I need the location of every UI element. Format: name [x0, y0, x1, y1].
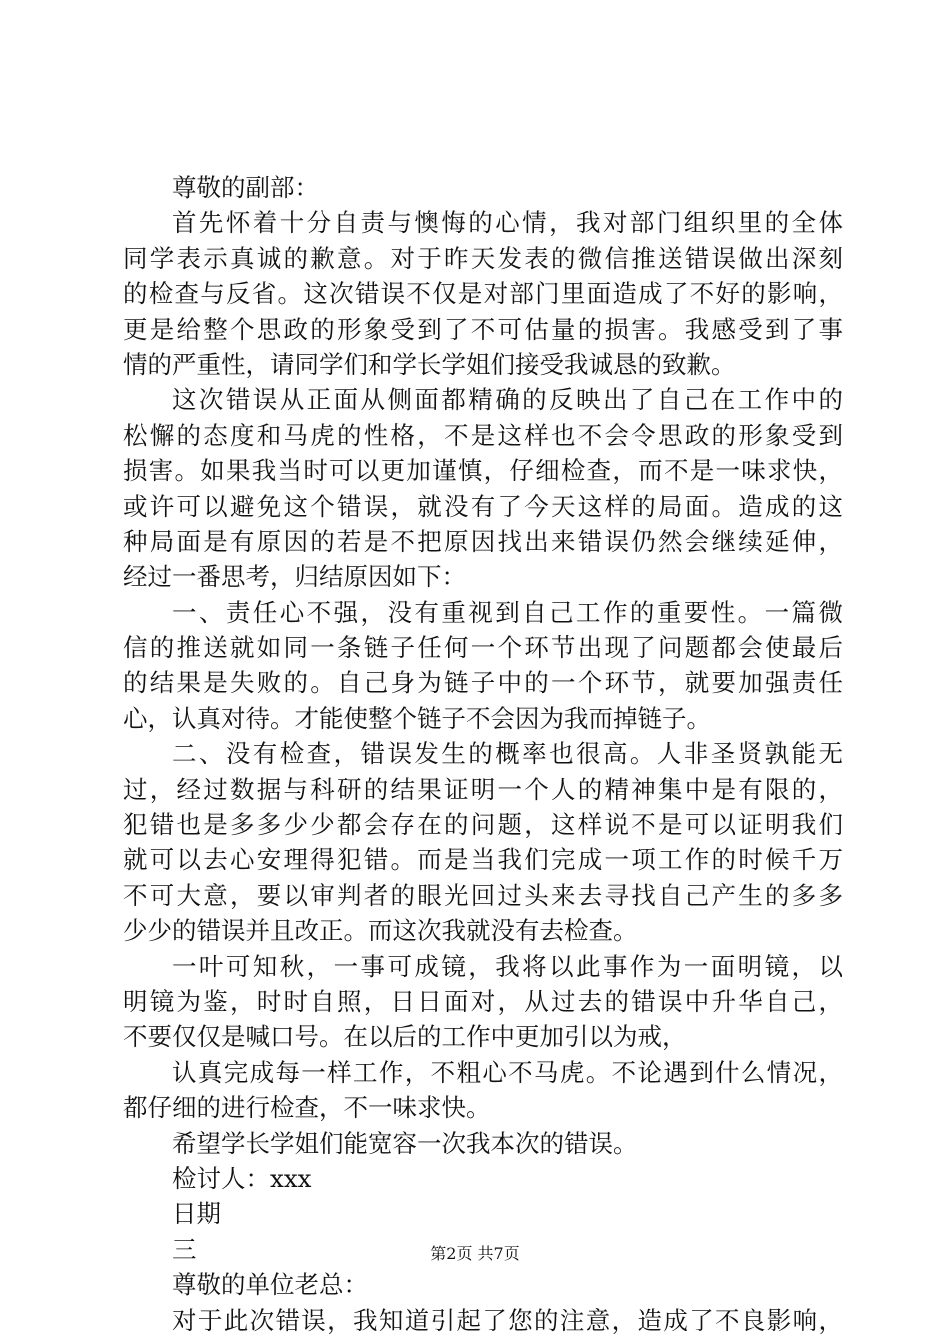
- text-line: 都仔细的进行检查，不一味求快。: [123, 1093, 491, 1123]
- text-line: 松懈的态度和马虎的性格，不是这样也不会令思政的形象受到: [123, 420, 843, 450]
- text-line: 过，经过数据与科研的结果证明一个人的精神集中是有限的，: [123, 774, 843, 804]
- text-line: 的检查与反省。这次错误不仅是对部门里面造成了不好的影响，: [123, 279, 843, 309]
- text-line: 不要仅仅是喊口号。在以后的工作中更加引以为戒，: [123, 1022, 687, 1052]
- text-line: 信的推送就如同一条链子任何一个环节出现了问题都会使最后: [123, 633, 843, 663]
- text-line: 认真完成每一样工作，不粗心不马虎。不论遇到什么情况，: [172, 1057, 843, 1087]
- text-line: 对于此次错误，我知道引起了您的注意，造成了不良影响，: [172, 1305, 843, 1335]
- text-line: 同学表示真诚的歉意。对于昨天发表的微信推送错误做出深刻: [123, 243, 843, 273]
- text-line: 不可大意，要以审判者的眼光回过头来去寻找自己产生的多多: [123, 880, 843, 910]
- text-line: 更是给整个思政的形象受到了不可估量的损害。我感受到了事: [123, 314, 843, 344]
- text-line: 二、没有检查，错误发生的概率也很高。人非圣贤孰能无: [172, 739, 843, 769]
- text-line: 尊敬的副部：: [172, 173, 319, 202]
- text-line: 尊敬的单位老总：: [172, 1270, 368, 1300]
- page-footer: 第2页 共7页: [430, 1244, 520, 1263]
- text-line: 犯错也是多多少少都会存在的问题，这样说不是可以证明我们: [123, 810, 843, 840]
- text-line: 这次错误从正面从侧面都精确的反映出了自己在工作中的: [172, 385, 843, 415]
- text-line: 损害。如果我当时可以更加谨慎，仔细检查，而不是一味求快，: [123, 456, 843, 486]
- text-line: 三: [172, 1234, 197, 1264]
- text-line: 情的严重性，请同学们和学长学姐们接受我诚恳的致歉。: [123, 349, 736, 379]
- text-line: 或许可以避免这个错误，就没有了今天这样的局面。造成的这: [123, 491, 843, 521]
- text-line: 希望学长学姐们能宽容一次我本次的错误。: [172, 1128, 638, 1158]
- text-line: 心，认真对待。才能使整个链子不会因为我而掉链子。: [123, 703, 711, 733]
- text-line: 一、责任心不强，没有重视到自己工作的重要性。一篇微: [172, 597, 843, 627]
- text-line: 检讨人：xxx: [172, 1163, 312, 1193]
- text-line: 少少的错误并且改正。而这次我就没有去检查。: [123, 916, 638, 946]
- text-line: 明镜为鉴，时时自照，日日面对，从过去的错误中升华自己，: [123, 986, 843, 1016]
- text-line: 经过一番思考，归结原因如下：: [123, 562, 466, 592]
- text-line: 一叶可知秋，一事可成镜，我将以此事作为一面明镜，以: [172, 951, 843, 981]
- text-line: 日期: [172, 1199, 221, 1229]
- text-line: 就可以去心安理得犯错。而是当我们完成一项工作的时候千万: [123, 845, 843, 875]
- text-line: 的结果是失败的。自己身为链子中的一个环节，就要加强责任: [123, 668, 843, 698]
- text-line: 首先怀着十分自责与懊悔的心情，我对部门组织里的全体: [172, 208, 843, 238]
- text-line: 种局面是有原因的若是不把原因找出来错误仍然会继续延伸，: [123, 526, 843, 556]
- letter-body: [123, 170, 843, 1338]
